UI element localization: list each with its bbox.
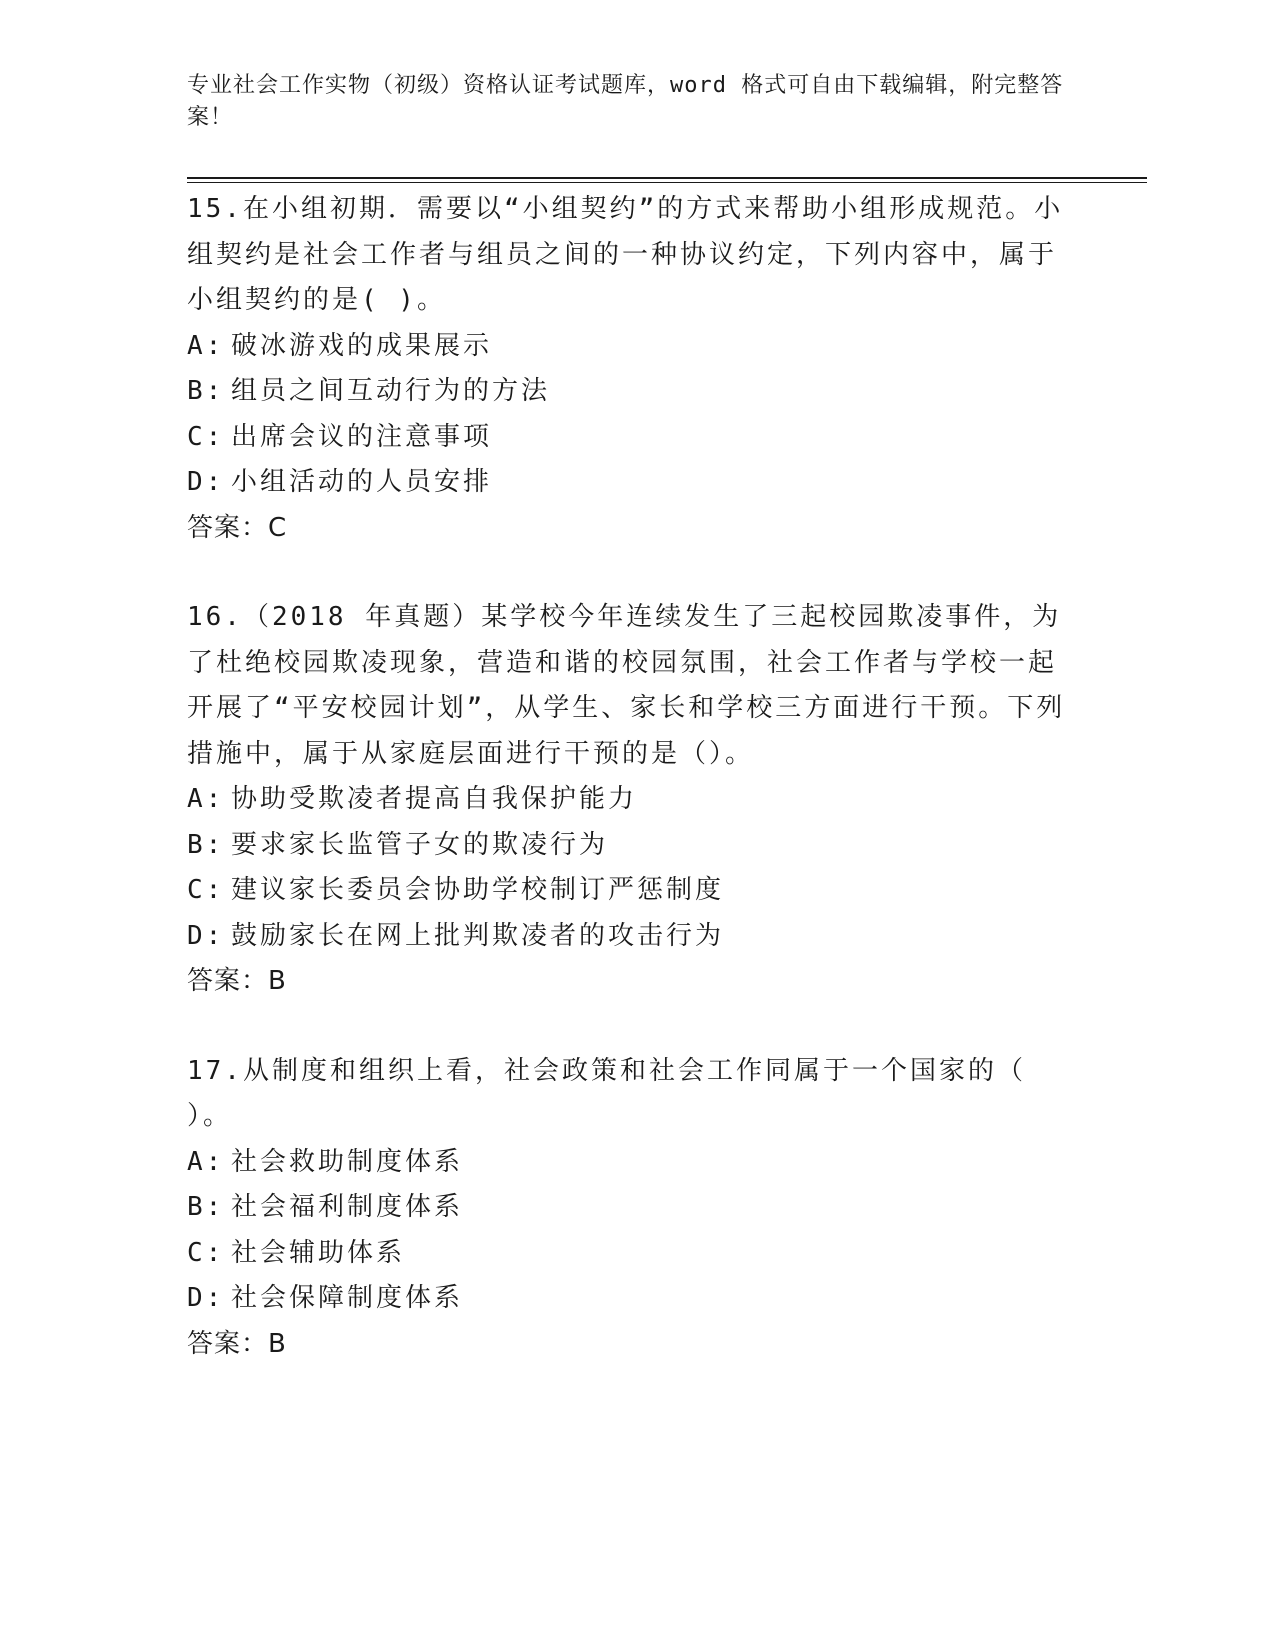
option-c [187,415,1087,461]
option-letter: B: [187,829,225,860]
option-letter: C: [187,421,225,452]
option-letter: A: [187,784,225,814]
option-letter: D: [187,467,225,497]
question-16 [187,595,1087,1005]
option-letter: B: [187,1192,225,1222]
question-stem: 17.从制度和组织上看，社会政策和社会工作同属于一个国家的（ ）。 [187,1055,1026,1131]
option-a [187,324,1087,370]
question-stem: 15.在小组初期．需要以“小组契约”的方式来帮助小组形成规范。小组契约是社会工作者与组员之间的一种协议约定，下列内容中，属于小组契约的是( )。 [187,194,1064,315]
question-stem: 16.（2018 年真题）某学校今年连续发生了三起校园欺凌事件，为了杜绝校园欺凌现象，营造和谐的校园氛围，社会工作者与学校一起开展了“平安校园计划”，从学生、家长和学校三方面进行干预。下列措施中，属于从家庭层面进行干预的是（）。 [187,602,1066,769]
option-b [187,823,1087,869]
option-d [187,914,1087,960]
option-letter: C: [187,1237,225,1268]
header-rule-thin [187,182,1147,183]
option-text: 小组活动的人员安排 [231,467,493,497]
option-letter: D: [187,920,225,951]
option-text: 建议家长委员会协助学校制订严惩制度 [231,875,725,905]
header-rule-thick [187,177,1147,179]
answer-line: 答案：C [187,512,288,543]
option-c [187,1231,1087,1277]
option-b [187,1185,1087,1231]
option-text: 组员之间互动行为的方法 [231,376,551,406]
question-15 [187,187,1087,551]
question-list [187,187,1087,1411]
option-text: 社会救助制度体系 [231,1146,464,1177]
option-letter: C: [187,875,225,905]
answer-line: 答案：B [187,966,287,996]
option-text: 社会辅助体系 [231,1237,406,1268]
option-b [187,369,1087,415]
option-letter: A: [187,330,225,361]
option-d [187,1276,1087,1322]
option-c [187,868,1087,914]
question-17 [187,1049,1087,1368]
option-text: 社会保障制度体系 [231,1283,464,1313]
option-text: 鼓励家长在网上批判欺凌者的攻击行为 [231,920,725,951]
option-letter: B: [187,376,225,406]
option-letter: A: [187,1146,225,1177]
option-a [187,777,1087,823]
option-text: 破冰游戏的成果展示 [231,330,493,361]
option-letter: D: [187,1283,225,1313]
option-text: 要求家长监管子女的欺凌行为 [231,829,609,860]
document-header: 专业社会工作实物（初级）资格认证考试题库，word 格式可自由下载编辑，附完整答案！ [187,73,1064,130]
answer-line: 答案：B [187,1328,287,1359]
option-a [187,1140,1087,1186]
option-text: 出席会议的注意事项 [231,421,493,452]
option-d [187,460,1087,506]
option-text: 协助受欺凌者提高自我保护能力 [231,784,638,814]
option-text: 社会福利制度体系 [231,1192,464,1222]
